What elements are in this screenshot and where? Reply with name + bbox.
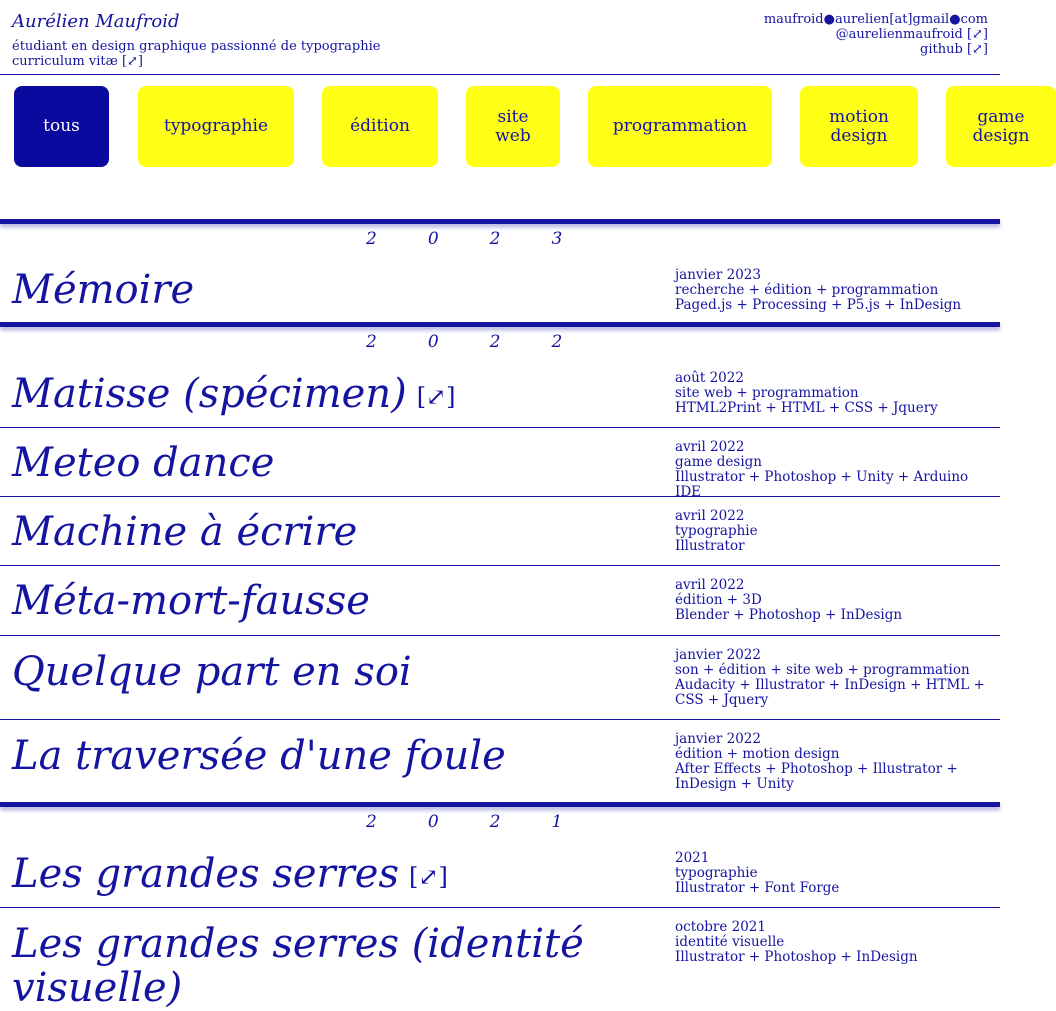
project-categories: site web + programmation xyxy=(675,385,859,401)
project-row[interactable] xyxy=(0,258,1000,322)
year-heading-2022: 2022 xyxy=(366,332,614,352)
project-date: août 2022 xyxy=(675,370,744,386)
project-meta xyxy=(675,920,993,965)
project-row[interactable] xyxy=(0,908,1000,1011)
project-row[interactable] xyxy=(0,566,1000,636)
project-meta xyxy=(675,371,993,416)
project-categories: typographie xyxy=(675,523,758,539)
project-meta xyxy=(675,732,993,792)
project-title-text: Matisse (spécimen) xyxy=(12,371,407,417)
project-meta xyxy=(675,509,993,554)
project-date: avril 2022 xyxy=(675,577,745,593)
year-divider xyxy=(0,322,1000,327)
project-meta xyxy=(675,268,993,313)
project-date: octobre 2021 xyxy=(675,919,766,935)
project-date: janvier 2022 xyxy=(675,731,761,747)
project-meta xyxy=(675,648,993,708)
year-divider xyxy=(0,219,1000,224)
project-meta xyxy=(675,440,993,500)
project-tools: HTML2Print + HTML + CSS + Jquery xyxy=(675,400,938,416)
year-divider xyxy=(0,802,1000,807)
project-row[interactable] xyxy=(0,720,1000,802)
project-categories: recherche + édition + programmation xyxy=(675,282,939,298)
cv-link[interactable]: curriculum vitæ [⤢] xyxy=(12,54,143,69)
project-tools: Audacity + Illustrator + InDesign + HTML + CSS + Jquery xyxy=(675,677,985,708)
project-tools: Paged.js + Processing + P5.js + InDesign xyxy=(675,297,962,313)
project-title[interactable] xyxy=(12,852,448,899)
email-link[interactable]: maufroid●aurelien[at]gmail●com xyxy=(763,12,988,27)
external-link-icon[interactable]: [⤢] xyxy=(416,383,456,411)
filter-typographie[interactable]: typographie xyxy=(138,86,294,167)
project-row[interactable] xyxy=(0,636,1000,720)
project-tools: After Effects + Photoshop + Illustrator + InDesign + Unity xyxy=(675,761,958,792)
project-tools: Blender + Photoshop + InDesign xyxy=(675,607,903,623)
project-categories: typographie xyxy=(675,865,758,881)
instagram-link[interactable]: @aurelienmaufroid [⤢] xyxy=(835,27,988,42)
filter-edition[interactable]: édition xyxy=(322,86,438,167)
project-date: 2021 xyxy=(675,850,710,866)
project-tools: Illustrator + Photoshop + Unity + Arduino IDE xyxy=(675,469,969,500)
project-title[interactable]: Machine à écrire xyxy=(12,509,358,555)
project-title[interactable]: Les grandes serres (identité visuelle) xyxy=(12,921,584,1011)
project-date: janvier 2022 xyxy=(675,647,761,663)
author-name[interactable]: Aurélien Maufroid xyxy=(12,11,180,32)
filter-tous[interactable]: tous xyxy=(14,86,109,167)
project-title[interactable]: Mémoire xyxy=(12,267,195,313)
project-meta xyxy=(675,851,993,896)
project-categories: édition + motion design xyxy=(675,746,840,762)
project-title[interactable]: Méta-mort-fausse xyxy=(12,578,370,624)
project-date: avril 2022 xyxy=(675,508,745,524)
project-categories: game design xyxy=(675,454,762,470)
project-tools: Illustrator + Photoshop + InDesign xyxy=(675,949,918,965)
project-row[interactable] xyxy=(0,428,1000,500)
year-heading-2023: 2023 xyxy=(366,229,614,249)
project-title[interactable]: Quelque part en soi xyxy=(12,649,412,695)
project-title[interactable]: La traversée d'une foule xyxy=(12,733,506,779)
project-row[interactable] xyxy=(0,497,1000,566)
filter-motion-design[interactable]: motion design xyxy=(800,86,918,167)
project-title-text: Les grandes serres xyxy=(12,851,399,897)
filter-programmation[interactable]: programmation xyxy=(588,86,772,167)
project-title[interactable] xyxy=(12,372,456,419)
year-heading-2021: 2021 xyxy=(366,812,614,832)
filter-site-web[interactable]: site web xyxy=(466,86,560,167)
external-link-icon[interactable]: [⤢] xyxy=(408,863,448,891)
project-row[interactable] xyxy=(0,361,1000,428)
project-tools: Illustrator + Font Forge xyxy=(675,880,840,896)
project-row[interactable] xyxy=(0,841,1000,908)
project-categories: son + édition + site web + programmation xyxy=(675,662,970,678)
project-tools: Illustrator xyxy=(675,538,745,554)
project-date: avril 2022 xyxy=(675,439,745,455)
author-tagline: étudiant en design graphique passionné de typographie xyxy=(12,39,381,54)
project-meta xyxy=(675,578,993,623)
project-title[interactable]: Meteo dance xyxy=(12,440,275,486)
github-link[interactable]: github [⤢] xyxy=(920,42,988,57)
filter-game-design[interactable]: game design xyxy=(946,86,1056,167)
project-categories: identité visuelle xyxy=(675,934,785,950)
project-date: janvier 2023 xyxy=(675,267,761,283)
project-categories: édition + 3D xyxy=(675,592,762,608)
